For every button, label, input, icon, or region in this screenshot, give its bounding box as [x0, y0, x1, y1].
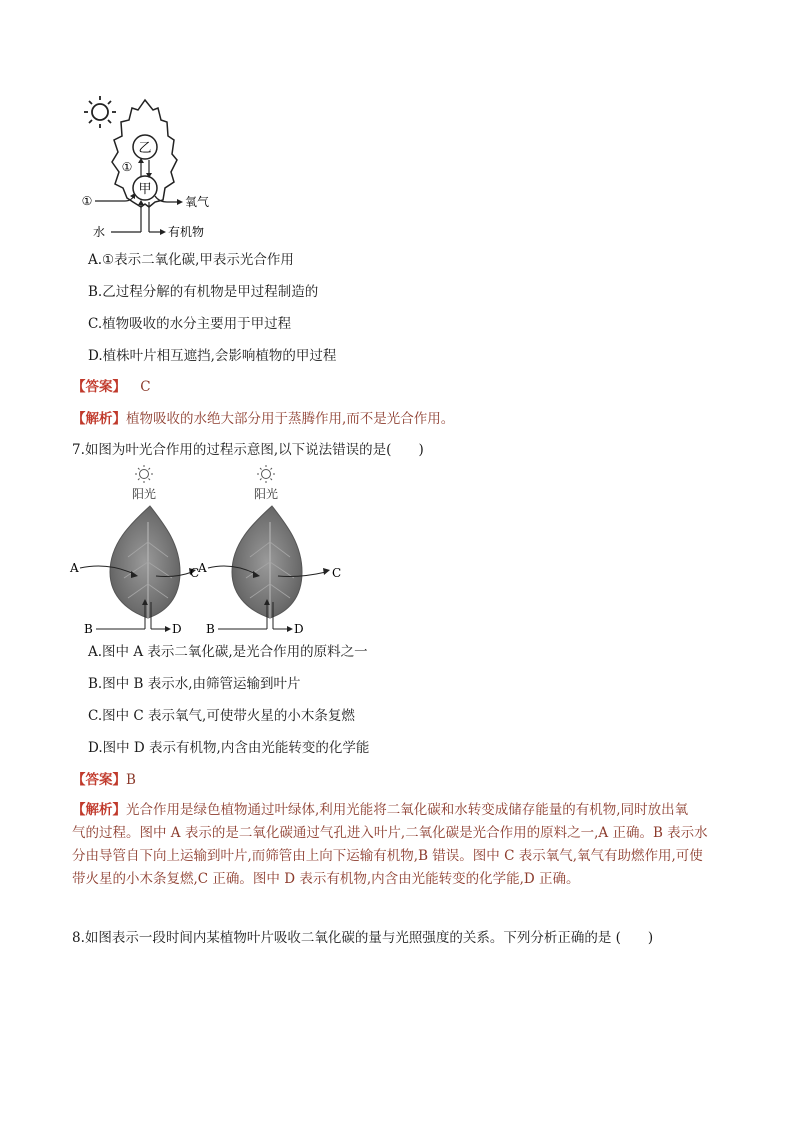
- label-c-left: C: [190, 566, 200, 580]
- q6-answer: [72, 378, 151, 396]
- sun-icon: [135, 465, 153, 483]
- label-a-right: A: [198, 561, 207, 575]
- q6-option-c: C.植物吸收的水分主要用于甲过程: [88, 316, 292, 332]
- answer-value: C: [140, 379, 151, 395]
- q6-option-d: D.植株叶片相互遮挡,会影响植物的甲过程: [88, 348, 337, 364]
- label-jia: 甲: [138, 182, 152, 197]
- q7-option-c: C.图中 C 表示氧气,可使带火星的小木条复燃: [88, 708, 355, 724]
- analysis-line-2: 气的过程。图中 A 表示的是二氧化碳通过气孔进入叶片,二氧化碳是光合作用的原料之一,A 正确。B 表示水: [72, 825, 708, 841]
- analysis-text: 植物吸收的水绝大部分用于蒸腾作用,而不是光合作用。: [126, 411, 455, 427]
- label-b-left: B: [84, 622, 93, 636]
- q6-analysis: [72, 410, 454, 428]
- analysis-line-3: 分由导管自下向上运输到叶片,而筛管由上向下运输有机物,B 错误。图中 C 表示氧气,氧气有助燃作用,可使: [72, 848, 703, 864]
- label-oxygen: 氧气: [185, 195, 210, 209]
- q7-analysis: [72, 799, 732, 891]
- answer-tag: 【答案】: [72, 379, 126, 395]
- answer-value: B: [126, 772, 136, 788]
- q6-option-a: A.①表示二氧化碳,甲表示光合作用: [88, 252, 294, 268]
- sun-icon: [257, 465, 275, 483]
- label-yi: 乙: [138, 141, 152, 156]
- leaf-right: [197, 465, 341, 636]
- q7-option-d: D.图中 D 表示有机物,内含由光能转变的化学能: [88, 740, 370, 756]
- answer-tag: 【答案】: [72, 772, 126, 788]
- label-d-right: D: [294, 622, 304, 636]
- analysis-line-1: 光合作用是绿色植物通过叶绿体,利用光能将二氧化碳和水转变成储存能量的有机物,同时放出氧: [126, 802, 689, 818]
- leaf-left: [69, 465, 199, 636]
- label-b-right: B: [206, 622, 215, 636]
- q6-option-b: B.乙过程分解的有机物是甲过程制造的: [88, 284, 319, 300]
- analysis-line-4: 带火星的小木条复燃,C 正确。图中 D 表示有机物,内含由光能转变的化学能,D 正确。: [72, 871, 580, 887]
- q7-option-b: B.图中 B 表示水,由筛管运输到叶片: [88, 676, 301, 692]
- q6-leaf-diagram: [75, 92, 225, 242]
- q7-option-a: A.图中 A 表示二氧化碳,是光合作用的原料之一: [88, 644, 368, 660]
- label-water: 水: [93, 225, 106, 239]
- q8-stem: 8.如图表示一段时间内某植物叶片吸收二氧化碳的量与光照强度的关系。下列分析正确的是 ( ): [72, 930, 654, 946]
- sun-label: 阳光: [253, 487, 279, 501]
- q7-answer: [72, 771, 136, 789]
- label-1-outside: ①: [81, 194, 93, 208]
- analysis-tag: 【解析】: [72, 411, 126, 427]
- analysis-tag: 【解析】: [72, 802, 126, 818]
- label-a-left: A: [70, 561, 79, 575]
- sun-icon: [84, 96, 116, 128]
- sun-label: 阳光: [131, 487, 157, 501]
- label-d-left: D: [172, 622, 182, 636]
- q7-leaf-diagram: [68, 462, 342, 640]
- label-organic: 有机物: [168, 225, 205, 239]
- label-1-inside: ①: [121, 160, 133, 174]
- label-c-right: C: [332, 566, 342, 580]
- q7-stem: 7.如图为叶光合作用的过程示意图,以下说法错误的是( ): [72, 442, 424, 458]
